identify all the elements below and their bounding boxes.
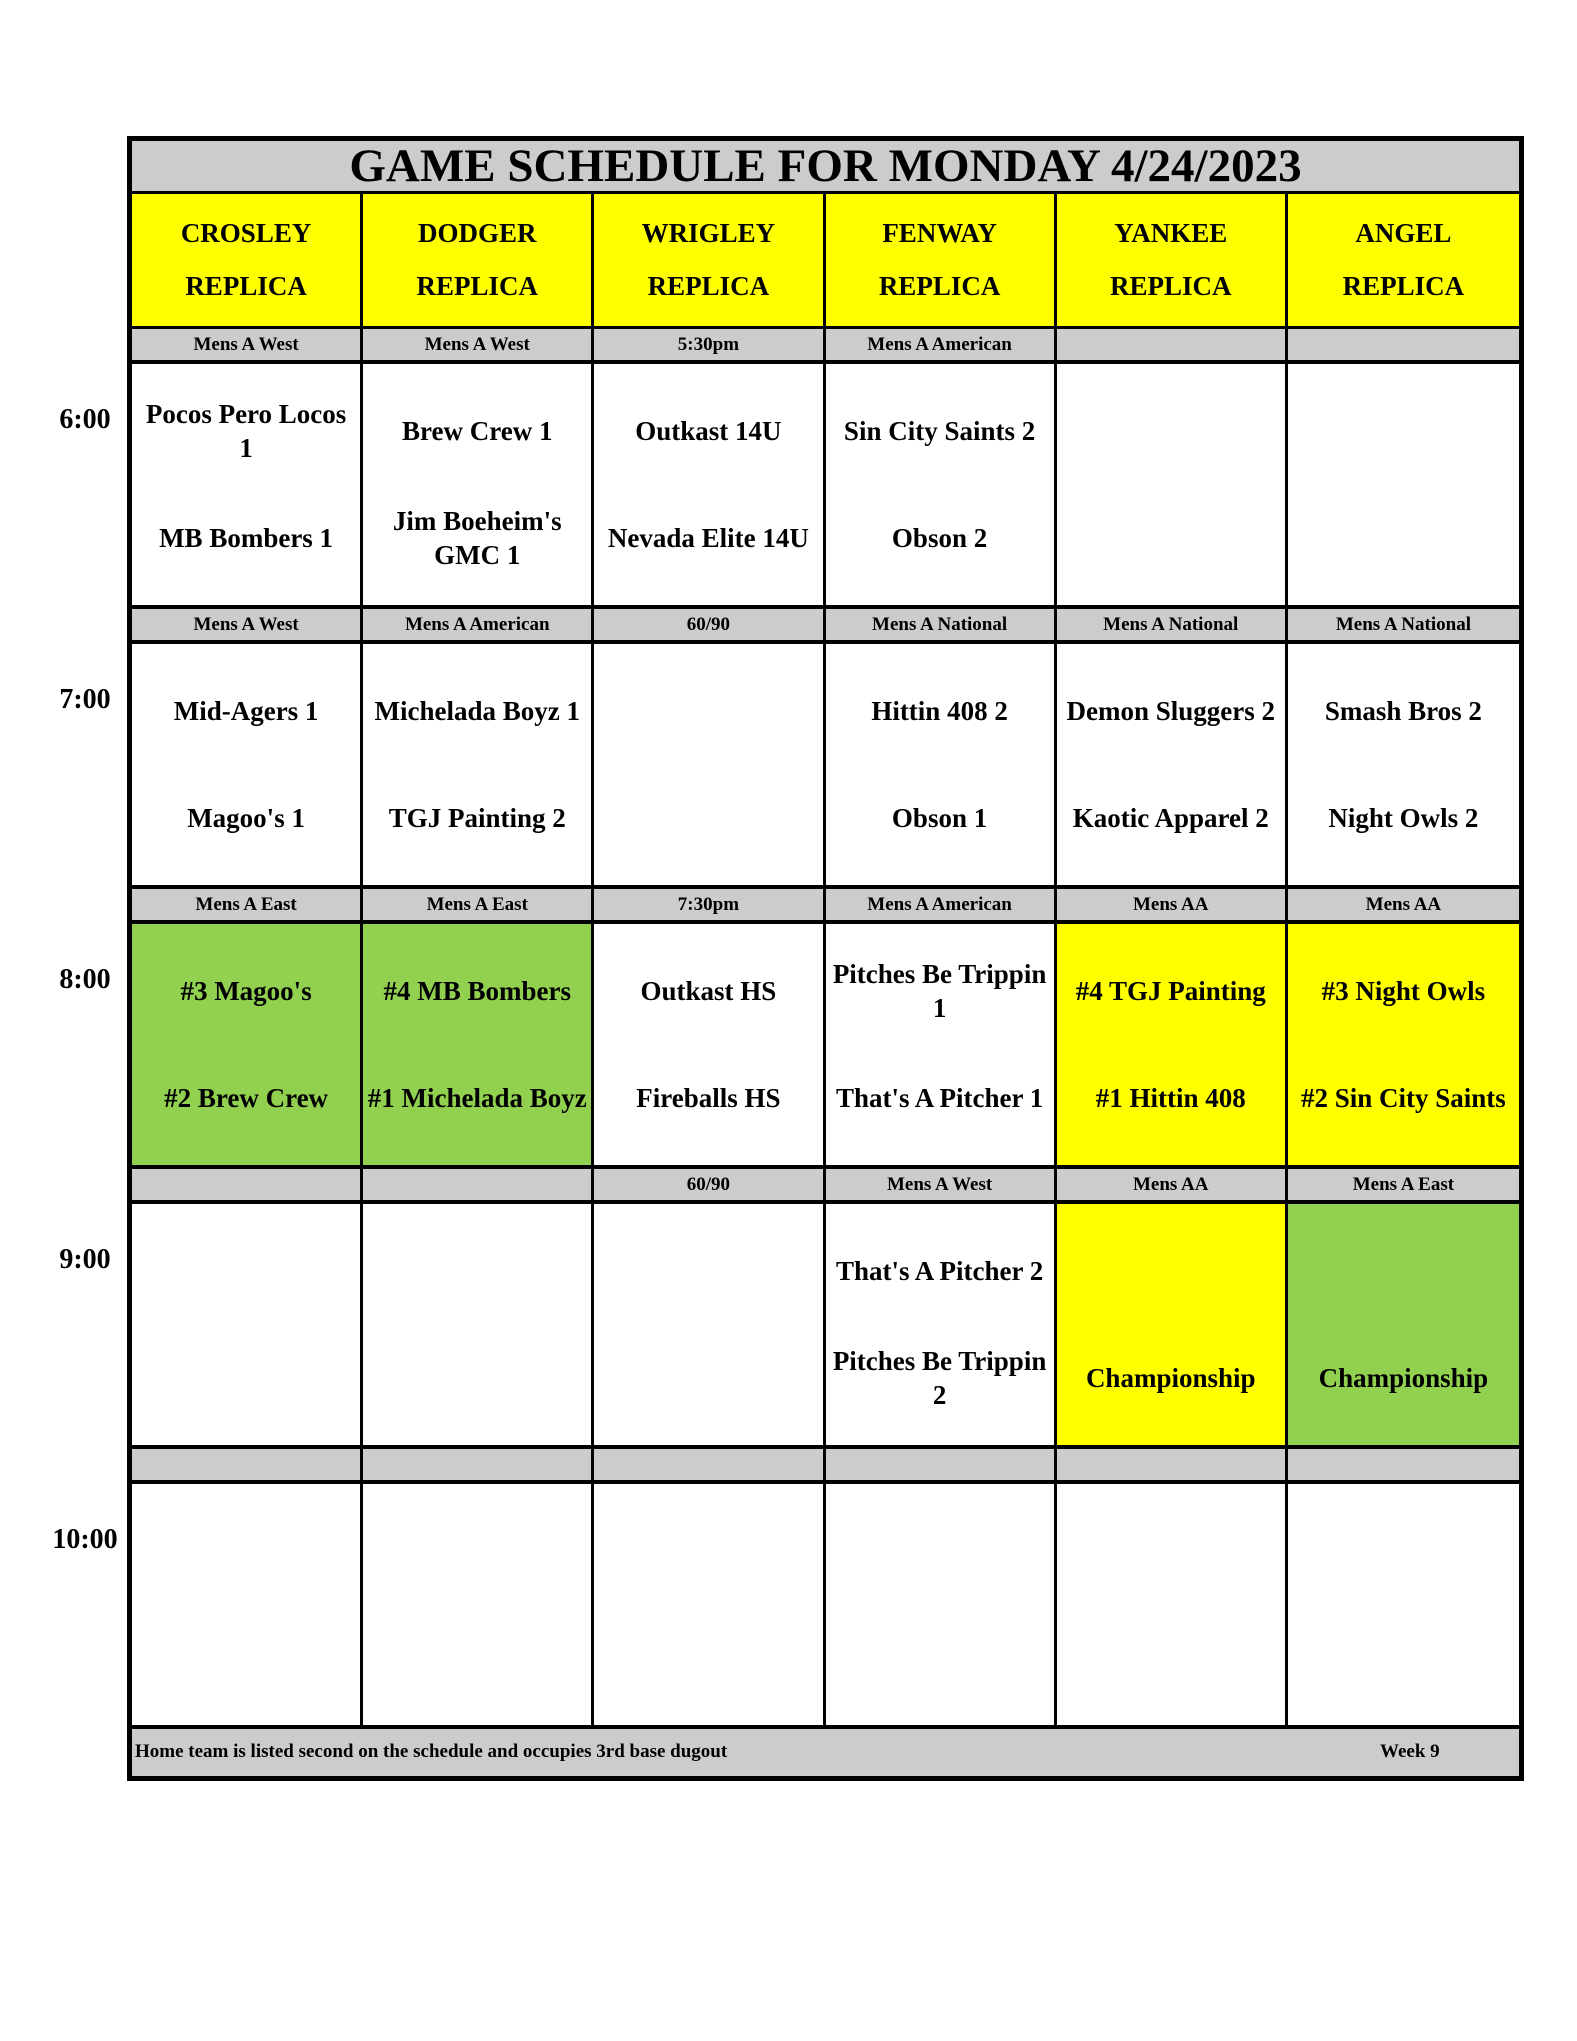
division-label: Mens A East: [1288, 1169, 1519, 1204]
home-team: Championship: [1318, 1362, 1489, 1393]
home-team: Nevada Elite 14U: [607, 522, 809, 553]
home-team: Obson 2: [891, 522, 988, 553]
field-header-fenway: [826, 194, 1057, 329]
division-label: Mens AA: [1057, 1169, 1288, 1204]
field-subtitle: REPLICA: [878, 271, 1001, 301]
division-label: Mens A East: [363, 889, 594, 924]
division-label-row: [127, 609, 1524, 644]
home-team: #2 Brew Crew: [164, 1082, 329, 1113]
away-team: Michelada Boyz 1: [374, 696, 580, 727]
division-label: Mens A West: [826, 1169, 1057, 1204]
away-team: [132, 1204, 360, 1325]
field-name: WRIGLEY: [641, 218, 776, 248]
away-team: #4 TGJ Painting: [1075, 976, 1266, 1007]
game-cell: [826, 364, 1057, 609]
division-label: Mens A West: [363, 329, 594, 364]
time-slot-label: 6:00: [59, 404, 111, 435]
schedule-body: [127, 329, 1524, 1729]
game-cell: [1288, 644, 1519, 889]
home-team: [1288, 1605, 1519, 1726]
home-team: Kaotic Apparel 2: [1072, 802, 1269, 833]
division-label: Mens A National: [1288, 609, 1519, 644]
time-slot-label: 7:00: [59, 684, 111, 715]
home-team: Obson 1: [891, 802, 988, 833]
game-row: [127, 1484, 1524, 1729]
division-label: 5:30pm: [594, 329, 825, 364]
division-label: [363, 1449, 594, 1484]
home-team: [132, 1325, 360, 1446]
footer-note: Home team is listed second on the schedule and occupies 3rd base dugout: [135, 1741, 728, 1762]
field-header-dodger: [363, 194, 594, 329]
division-label: [1057, 329, 1288, 364]
home-team: #2 Sin City Saints: [1301, 1082, 1506, 1113]
division-label: [826, 1449, 1057, 1484]
field-name: ANGEL: [1355, 218, 1452, 248]
away-team: [1288, 1204, 1519, 1325]
game-cell: [594, 1204, 825, 1449]
field-name: DODGER: [417, 218, 537, 248]
division-label: [594, 1449, 825, 1484]
field-subtitle: REPLICA: [647, 271, 770, 301]
field-header-wrigley: [594, 194, 825, 329]
away-team: Mid-Agers 1: [173, 696, 319, 727]
game-row: [127, 924, 1524, 1169]
time-slot-label: 8:00: [59, 964, 111, 995]
game-cell: [826, 1204, 1057, 1449]
home-team: Magoo's 1: [187, 802, 305, 833]
game-cell: [826, 924, 1057, 1169]
game-row: [127, 1204, 1524, 1449]
away-team: [363, 1484, 591, 1605]
game-cell: [363, 364, 594, 609]
field-header-yankee: [1057, 194, 1288, 329]
game-cell: [1288, 364, 1519, 609]
home-team: MB Bombers 1: [159, 522, 334, 553]
division-label: 7:30pm: [594, 889, 825, 924]
game-row: [127, 364, 1524, 609]
away-team: Brew Crew 1: [402, 416, 553, 447]
game-row: [127, 644, 1524, 889]
division-label: Mens A American: [363, 609, 594, 644]
division-label: [132, 1449, 363, 1484]
field-header-crosley: [132, 194, 363, 329]
away-team: [1057, 364, 1285, 485]
division-label: [1288, 329, 1519, 364]
game-cell: [594, 364, 825, 609]
game-cell: [363, 1484, 594, 1729]
field-subtitle: REPLICA: [185, 271, 307, 301]
game-cell: [1057, 644, 1288, 889]
home-team: [1057, 1605, 1285, 1726]
division-label: Mens AA: [1057, 889, 1288, 924]
division-label-row: [127, 889, 1524, 924]
game-cell: [1288, 1204, 1519, 1449]
game-cell: [132, 1204, 363, 1449]
game-cell: [132, 924, 363, 1169]
field-subtitle: REPLICA: [1342, 271, 1465, 301]
away-team: Outkast HS: [640, 976, 777, 1007]
away-team: [826, 1484, 1054, 1605]
away-team: Outkast 14U: [635, 416, 782, 447]
schedule-footer: [127, 1729, 1524, 1781]
game-cell: [594, 644, 825, 889]
field-name: CROSLEY: [180, 218, 312, 248]
division-label: [132, 1169, 363, 1204]
division-label: [1057, 1449, 1288, 1484]
division-label: [1288, 1449, 1519, 1484]
away-team: [594, 1204, 822, 1325]
away-team: #3 Night Owls: [1321, 976, 1486, 1007]
home-team: [594, 1325, 822, 1446]
home-team: Championship: [1085, 1362, 1256, 1393]
game-cell: [132, 644, 363, 889]
home-team: #1 Hittin 408: [1095, 1082, 1246, 1113]
away-team: Pitches Be Trippin 1: [832, 959, 1047, 1024]
division-label: 60/90: [594, 609, 825, 644]
away-team: [132, 1484, 360, 1605]
home-team: [594, 1605, 822, 1726]
division-label-row: [127, 1169, 1524, 1204]
game-cell: [826, 1484, 1057, 1729]
game-cell: [1057, 924, 1288, 1169]
week-label: Week 9: [1380, 1741, 1440, 1762]
home-team: [132, 1605, 360, 1726]
away-team: Smash Bros 2: [1324, 696, 1482, 727]
home-team: [826, 1605, 1054, 1726]
away-team: [1288, 1484, 1519, 1605]
home-team: Jim Boeheim's GMC 1: [392, 505, 562, 570]
field-header-row: [127, 194, 1524, 329]
division-label: Mens A American: [826, 889, 1057, 924]
home-team: [363, 1605, 591, 1726]
game-cell: [1057, 1484, 1288, 1729]
away-team: Hittin 408 2: [871, 696, 1008, 727]
division-label: Mens A American: [826, 329, 1057, 364]
away-team: #4 MB Bombers: [383, 976, 571, 1007]
game-cell: [1288, 1484, 1519, 1729]
away-team: #3 Magoo's: [180, 976, 312, 1007]
away-team: [363, 1204, 591, 1325]
game-cell: [363, 644, 594, 889]
away-team: [594, 644, 822, 765]
division-label-row: [127, 1449, 1524, 1484]
home-team: [594, 765, 822, 886]
away-team: Demon Sluggers 2: [1066, 696, 1275, 727]
game-cell: [363, 1204, 594, 1449]
home-team: [363, 1325, 591, 1446]
time-slot-label: 10:00: [52, 1524, 118, 1555]
division-label: Mens A East: [132, 889, 363, 924]
away-team: [1057, 1484, 1285, 1605]
home-team: #1 Michelada Boyz: [367, 1082, 587, 1113]
division-label: [363, 1169, 594, 1204]
game-cell: [132, 1484, 363, 1729]
field-header-angel: [1288, 194, 1519, 329]
away-team: Pocos Pero Locos 1: [145, 399, 347, 464]
schedule-title: GAME SCHEDULE FOR MONDAY 4/24/2023: [127, 136, 1524, 194]
division-label: Mens AA: [1288, 889, 1519, 924]
field-subtitle: REPLICA: [1109, 271, 1232, 301]
away-team: [594, 1484, 822, 1605]
away-team: That's A Pitcher 2: [835, 1256, 1044, 1287]
home-team: [1057, 485, 1285, 606]
field-name: FENWAY: [882, 218, 997, 248]
home-team: Fireballs HS: [636, 1082, 781, 1113]
game-cell: [594, 1484, 825, 1729]
home-team: [1288, 485, 1519, 606]
game-cell: [1057, 1204, 1288, 1449]
game-cell: [363, 924, 594, 1169]
division-label-row: [127, 329, 1524, 364]
away-team: Sin City Saints 2: [843, 416, 1036, 447]
game-cell: [1057, 364, 1288, 609]
home-team: Night Owls 2: [1328, 802, 1479, 833]
game-cell: [826, 644, 1057, 889]
away-team: [1057, 1204, 1285, 1325]
division-label: 60/90: [594, 1169, 825, 1204]
home-team: TGJ Painting 2: [388, 802, 566, 833]
home-team: That's A Pitcher 1: [835, 1082, 1044, 1113]
game-cell: [594, 924, 825, 1169]
schedule-table: [127, 136, 1524, 1781]
field-name: YANKEE: [1114, 218, 1228, 248]
division-label: Mens A West: [132, 329, 363, 364]
home-team: Pitches Be Trippin 2: [832, 1345, 1047, 1410]
time-slot-label: 9:00: [59, 1244, 111, 1275]
away-team: [1288, 364, 1519, 485]
division-label: Mens A National: [1057, 609, 1288, 644]
division-label: Mens A West: [132, 609, 363, 644]
field-subtitle: REPLICA: [416, 271, 538, 301]
game-cell: [1288, 924, 1519, 1169]
game-cell: [132, 364, 363, 609]
division-label: Mens A National: [826, 609, 1057, 644]
